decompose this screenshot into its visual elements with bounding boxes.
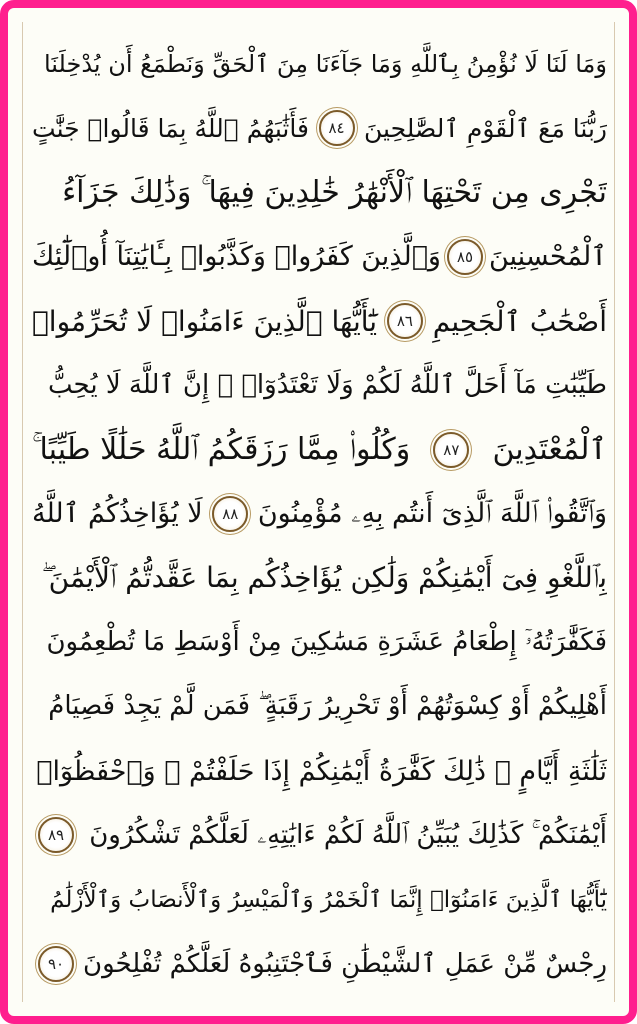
ayah-number-marker: ٨٩ xyxy=(38,817,74,853)
verse-text: أَيْمَٰنَكُمْ ۚ كَذَٰلِكَ يُبَيِّنُ ٱللَّهُ لَكُمْ ءَايَٰتِهِۦ لَعَلَّكُمْ تَشْكُرُونَ xyxy=(89,819,607,850)
text-line xyxy=(32,739,607,803)
verse-text: بِٱللَّغْوِ فِىٓ أَيْمَٰنِكُمْ وَلَٰكِن يُؤَاخِذُكُم بِمَا عَقَّدتُّمُ ٱلْأَيْمَٰنَ ۖ xyxy=(41,561,607,595)
verse-text: وَكُلُوا۟ مِمَّا رَزَقَكُمُ ٱللَّهُ حَلَٰلًا طَيِّبًا ۚ xyxy=(32,432,411,468)
text-line xyxy=(32,161,607,225)
text-line xyxy=(32,868,607,932)
ayah-number-marker: ٩٠ xyxy=(38,946,74,982)
verse-text: أَهْلِيكُمْ أَوْ كِسْوَتُهُمْ أَوْ تَحْرِيرُ رَقَبَةٍ ۖ فَمَن لَّمْ يَجِدْ فَصِيَامُ xyxy=(48,691,607,722)
ayah-number-marker: ٨٥ xyxy=(447,239,483,275)
ayah-number-marker: ٨٤ xyxy=(319,110,355,146)
verse-text: يَٰٓأَيُّهَا ٱلَّذِينَ ءَامَنُوا۟ لَا تُحَرِّمُوا۟ xyxy=(32,304,378,338)
text-line xyxy=(32,546,607,610)
verse-text: رَبُّنَا مَعَ ٱلْقَوْمِ ٱلصَّٰلِحِينَ xyxy=(364,113,607,143)
text-line xyxy=(32,482,607,546)
verse-text: فَكَفَّٰرَتُهُۥٓ إِطْعَامُ عَشَرَةِ مَسَٰكِينَ مِنْ أَوْسَطِ مَا تُطْعِمُونَ xyxy=(46,627,607,658)
text-line xyxy=(32,675,607,739)
text-line xyxy=(32,803,607,867)
verse-text: رِجْسٌ مِّنْ عَمَلِ ٱلشَّيْطَٰنِ فَٱجْتَنِبُوهُ لَعَلَّكُمْ تُفْلِحُونَ xyxy=(83,948,607,979)
text-line xyxy=(32,289,607,353)
verse-text: فَأَثَٰبَهُمُ ٱللَّهُ بِمَا قَالُوا۟ جَنَّٰتٍ xyxy=(32,113,309,143)
text-line xyxy=(32,353,607,417)
ayah-number-marker: ٨٨ xyxy=(212,496,248,532)
verse-text: وَٱتَّقُوا۟ ٱللَّهَ ٱلَّذِىٓ أَنتُم بِهِۦ مُؤْمِنُونَ xyxy=(257,497,607,529)
verse-text: ٱلْمُعْتَدِينَ xyxy=(492,432,607,468)
ayah-number-marker: ٨٧ xyxy=(433,432,469,468)
verse-text: يَٰٓأَيُّهَا ٱلَّذِينَ ءَامَنُوٓا۟ إِنَّمَا ٱلْخَمْرُ وَٱلْمَيْسِرُ وَٱلْأَنصَابُ وَٱلْأَزْلَٰمُ xyxy=(50,886,607,913)
mushaf-page xyxy=(32,32,607,996)
verse-text: ٱلْمُحْسِنِينَ xyxy=(488,241,607,273)
text-line xyxy=(32,418,607,482)
verse-text: ثَلَٰثَةِ أَيَّامٍ ۚ ذَٰلِكَ كَفَّٰرَةُ أَيْمَٰنِكُمْ إِذَا حَلَفْتُمْ ۚ وَٱحْفَظُوٓا۟ xyxy=(36,755,607,787)
verse-text: لَا يُؤَاخِذُكُمُ ٱللَّهُ xyxy=(32,498,203,530)
verse-text: أَصْحَٰبُ ٱلْجَحِيمِ xyxy=(432,304,607,338)
verse-text: وَمَا لَنَا لَا نُؤْمِنُ بِٱللَّهِ وَمَا جَآءَنَا مِنَ ٱلْحَقِّ وَنَطْمَعُ أَن يُدْخِلَنَا xyxy=(43,50,607,78)
verse-text: وَٱلَّذِينَ كَفَرُوا۟ وَكَذَّبُوا۟ بِـَٔايَٰتِنَآ أُو۟لَٰٓئِكَ xyxy=(32,241,441,273)
text-line xyxy=(32,611,607,675)
ayah-number-marker: ٨٦ xyxy=(387,303,423,339)
text-line xyxy=(32,225,607,289)
text-line xyxy=(32,932,607,996)
verse-text: طَيِّبَٰتِ مَآ أَحَلَّ ٱللَّهُ لَكُمْ وَلَا تَعْتَدُوٓا۟ ۚ إِنَّ ٱللَّهَ لَا يُحِبُّ xyxy=(48,370,607,401)
text-line xyxy=(32,32,607,96)
verse-text: تَجْرِى مِن تَحْتِهَا ٱلْأَنْهَٰرُ خَٰلِدِينَ فِيهَا ۚ وَذَٰلِكَ جَزَآءُ xyxy=(62,175,607,211)
text-line xyxy=(32,96,607,160)
